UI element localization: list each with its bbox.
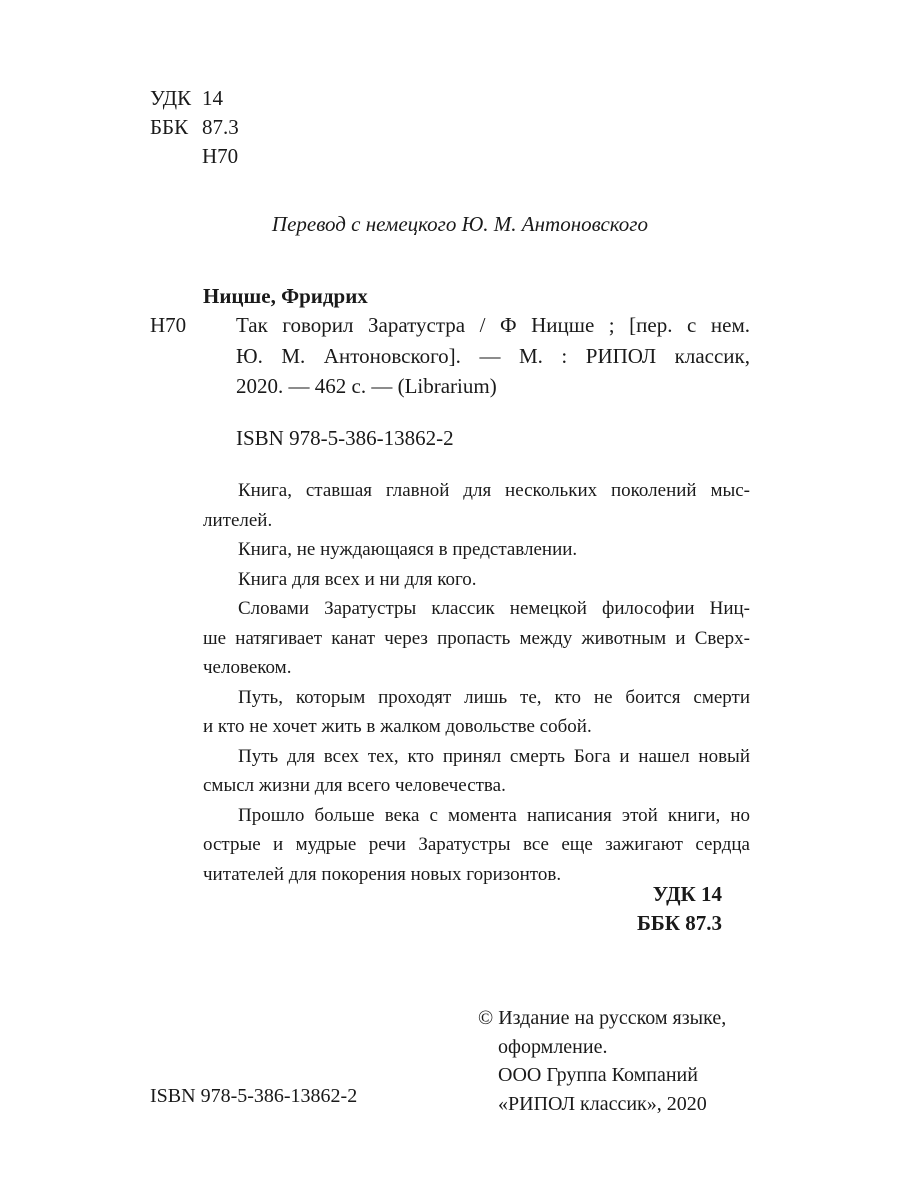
annotation	[203, 476, 750, 889]
annotation-line: читателей для покорения новых горизонтов.	[203, 863, 562, 885]
bbk-value: 87.3	[202, 115, 239, 139]
bbk-row	[150, 113, 239, 141]
author-code-left: Н70	[150, 313, 187, 337]
annotation-line: Книга, ставшая главной для нескольких поколений мыс-	[238, 480, 750, 501]
copyright-line: оформление.	[498, 1035, 608, 1058]
isbn-bottom: ISBN 978-5-386-13862-2	[150, 1085, 358, 1107]
annotation-line: человеком.	[203, 657, 292, 678]
bib-line: Так говорил Заратустра / Ф Ницше ; [пер. с нем.	[236, 313, 750, 337]
annotation-line: ше натягивает канат через пропасть между животным и Сверх-	[203, 627, 750, 649]
bibliographic-record	[236, 310, 750, 402]
annotation-line: Прошло больше века с момента написания этой книги, но	[238, 804, 750, 826]
annotation-line: и кто не хочет жить в жалком довольстве собой.	[203, 716, 592, 737]
annotation-line: смысл жизни для всего человечества.	[203, 775, 506, 796]
copyright-line: «РИПОЛ классик», 2020	[498, 1092, 707, 1115]
author-code-row	[150, 142, 238, 170]
copyright-line: ООО Группа Компаний	[498, 1064, 698, 1086]
udk-value: 14	[202, 86, 223, 110]
copyright-line: © Издание на русском языке,	[478, 1007, 727, 1029]
bib-line: Ю. М. Антоновского]. — М. : РИПОЛ классик,	[236, 343, 750, 368]
author-code-top: Н70	[202, 144, 239, 168]
annotation-line: лителей.	[203, 509, 273, 531]
annotation-line: Книга, не нуждающаяся в представлении.	[238, 539, 578, 560]
annotation-line: острые и мудрые речи Заратустры все еще зажигают сердца	[203, 834, 750, 855]
annotation-line: Книга для всех и ни для кого.	[238, 568, 477, 590]
udk-row	[150, 84, 223, 112]
annotation-line: Путь, которым проходят лишь те, кто не боится смерти	[238, 686, 750, 708]
isbn-main: ISBN 978-5-386-13862-2	[236, 426, 454, 450]
translator-line: Перевод с немецкого Ю. М. Антоновского	[271, 212, 648, 236]
udk-label: УДК	[150, 86, 192, 110]
annotation-line: Путь для всех тех, кто принял смерть Бога и нашел новый	[238, 745, 750, 767]
bib-line: 2020. — 462 с. — (Librarium)	[236, 374, 497, 398]
annotation-line: Словами Заратустры классик немецкой философии Ниц-	[238, 598, 750, 619]
copyright-block	[478, 1004, 728, 1118]
bbk-right: ББК 87.3	[637, 911, 722, 935]
udk-right: УДК 14	[652, 882, 722, 906]
author-heading: Ницше, Фридрих	[203, 284, 368, 308]
bbk-label: ББК	[150, 115, 189, 139]
